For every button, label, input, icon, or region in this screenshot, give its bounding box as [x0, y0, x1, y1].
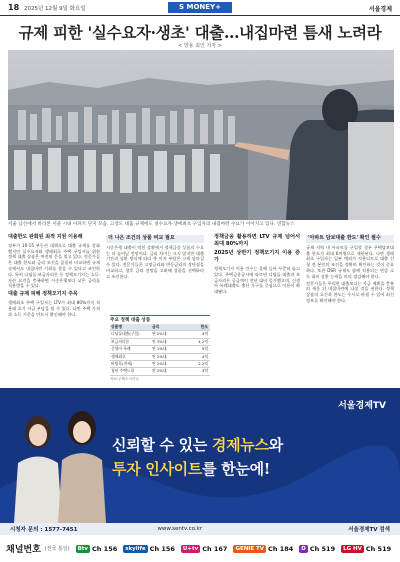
- table-cell: 신생아 특례: [111, 346, 131, 352]
- table-header-cell: 금리: [152, 324, 160, 329]
- table-cell: 디딤돌대출(구입): [111, 331, 140, 337]
- table-row: [110, 339, 210, 346]
- table-cell: 버팀목(전세): [111, 361, 133, 367]
- table-cell: 4.2억: [198, 338, 208, 344]
- table-cell: 연 2%대: [152, 361, 167, 367]
- newspaper-name: 서울경제: [368, 6, 392, 13]
- ad-website: www.sentv.co.kr: [157, 526, 203, 532]
- column-3-text: 정책모기지 이용 건수는 올해 들어 꾸준히 늘고 있다. 주택금융공사에 따르면 디딤돌 대출과 보금자리론 공급액이 전년 대비 증가했으며, 신생아 특례대출도 출산 가구를 중심으로 이용이 확대됐다.: [214, 266, 300, 295]
- table-header: [110, 324, 210, 331]
- column-3-headline-2: 2025년 상반기 정책모기지 이용 증가: [214, 250, 300, 263]
- column-2-subhead: 더 나은 조건의 상품 비교 필요: [106, 235, 204, 243]
- column-1-subhead: 대출한도 완화된 최적 지원 이용해: [8, 234, 83, 240]
- ad-brand-logo: 서울경제TV: [338, 401, 386, 411]
- ad-channel-strip: [0, 535, 400, 562]
- channel-number: Ch 156: [92, 544, 118, 553]
- table-cell: 4억: [201, 353, 208, 359]
- ad-tagline-2a: 투자 인사이트: [112, 460, 203, 478]
- table-row: [110, 368, 210, 375]
- channel-number: Ch 167: [202, 544, 228, 553]
- table-row: [110, 346, 210, 353]
- photo-caption: 서울 남산에서 바라본 서울 시내 아파트 단지 모습. 고강도 대출 규제에도 실수요자·생애최초 구입자의 내집마련 수요가 이어지고 있다. 연합뉴스: [8, 222, 295, 227]
- table-cell: 연 2%대: [152, 353, 167, 359]
- genie-logo-icon: GENIE TV: [235, 545, 265, 552]
- uplus-logo-icon: U+tv: [182, 545, 199, 552]
- channel-number: Ch 184: [268, 544, 294, 553]
- channel-label: 채널번호: [6, 545, 41, 555]
- city-skyline-image: [8, 50, 394, 220]
- channel-number: Ch 519: [309, 544, 336, 553]
- table-cell: 4억: [201, 331, 208, 337]
- column-1-text: 정부가 10·15 부동산 대책으로 대출 규제를 강화했지만 실수요자와 생애최초 주택 구입자를 위한 정책 대출 상품은 여전히 문을 열고 있다. 전문가들은 대출 한도와 금리 조건을 꼼꼼히 비교하면 규제 속에서도 내집마련 기회를 찾을 수 있다고 조언한다. 특히 디딤돌·보금자리론 등 정책모기지는 소득·자산 요건을 충족하면 시중은행보다 낮은 금리를 적용받을 수 있다.: [8, 242, 100, 289]
- table-cell: 생애최초: [111, 353, 126, 359]
- ad-contact-strip: [0, 523, 400, 535]
- table-cell: 연 3%대: [152, 338, 167, 344]
- column-4-text-2: 전문가들은 무리한 대출보다는 자금 계획을 충분히 세운 뒤 내집마련에 나설 것을 권한다. 정책 상품의 요건과 한도는 수시로 바뀔 수 있어 최신 정보를 확인해야 한다.: [306, 280, 394, 303]
- tv-advertisement: [0, 388, 400, 562]
- table-cell: 3억: [201, 368, 208, 374]
- article-byline: < 방용 최인 기자 >: [178, 43, 222, 49]
- issue-date: 2025년 12월 9일 화요일: [24, 6, 86, 12]
- ad-tagline-2b: 를 한눈에!: [202, 460, 271, 478]
- article-column-4: [306, 232, 394, 305]
- article-photo: [8, 50, 394, 220]
- ad-tagline-2: [112, 458, 270, 479]
- channel-number: Ch 519: [365, 544, 392, 553]
- table-header-cell: 한도: [200, 324, 208, 329]
- ad-tagline-1c: 와: [268, 436, 283, 454]
- column-2-text: 시중은행 대출이 막힌 상황에서 정책금융 상품의 수요는 더 늘어날 전망이다. 금리 차이는 크지 않지만 대출 기간과 상환 방식에 따라 총 이자 부담은 크게 달라질 수 있다. 전문가들은 고정금리와 변동금리의 장단점을 비교하고, 향후 금리 전망을 고려해 상품을 선택하라고 조언한다.: [106, 244, 204, 279]
- table-header-cell: 상품명: [111, 324, 123, 329]
- channel-sublabel: (전국 통일): [44, 546, 70, 552]
- channel-d: [299, 545, 335, 553]
- article-column-1: [8, 232, 100, 318]
- table-source: 자료:주택도시기금: [110, 376, 139, 381]
- table-cell: 연 2%대: [152, 331, 167, 337]
- article-column-3: [214, 232, 300, 296]
- table-title: 주요 정책 대출 상품: [110, 318, 151, 323]
- skylife-logo-icon: skylife: [125, 545, 146, 552]
- column-3-headline: 정책금융 활용하면 LTV 규제 넘어서 최대 80%까지: [214, 234, 300, 247]
- column-1-subhead-2: 대출 규제 피해 정책모기지 주목: [8, 291, 78, 298]
- ad-search-hint: 서울경제TV 검색: [348, 527, 390, 533]
- ad-tagline-1b: 경제뉴스: [211, 436, 269, 454]
- page-number: 18: [8, 3, 20, 12]
- table-cell: 5억: [201, 346, 208, 352]
- table-row: [110, 354, 210, 361]
- ad-tagline-1a: 신뢰할 수 있는: [112, 436, 212, 454]
- column-4-text: 규제 지역 내 아파트를 구입할 경우 주택담보대출 한도가 최대 6억원으로 제한된다. 다만 생애최초 구입자는 일부 예외가 적용되므로 대출 신청 전 본인의 조건을 정확히 확인하는 것이 중요하다. 또한 DSR 규제도 함께 적용되는 만큼 소득 대비 상환 능력을 미리 점검해야 한다.: [306, 244, 394, 279]
- table-cell: 2.2억: [198, 361, 208, 367]
- page-header: [0, 0, 400, 16]
- table-row: [110, 361, 210, 368]
- table-row: [110, 331, 210, 338]
- channel-genie: [233, 545, 293, 553]
- table-cell: 연 1%대: [152, 346, 167, 352]
- column-4-subhead: '아파트 담보대출 한도' 확인 필수: [306, 235, 394, 243]
- column-1-text-2: 생애최초 주택 구입자는 LTV가 최대 80%까지 적용돼 초기 자금 부담을 덜 수 있다. 다만 주택 가격과 소득 기준을 반드시 확인해야 한다.: [8, 299, 100, 317]
- ad-phone: 시청자 문의 : 1577-7451: [10, 527, 78, 533]
- table-cell: 보금자리론: [111, 338, 130, 344]
- ad-tagline-1: [112, 434, 283, 455]
- section-badge: S MONEY+: [168, 2, 232, 13]
- table-cell: 청년 주택드림: [111, 368, 135, 374]
- channel-lghv: [341, 545, 391, 553]
- channel-skylife: [123, 545, 175, 553]
- d-logo-icon: D: [301, 545, 306, 552]
- lghv-logo-icon: LG HV: [343, 545, 362, 552]
- channel-btv: [76, 545, 118, 553]
- table-cell: 연 2%대: [152, 368, 167, 374]
- loan-products-table: [110, 315, 210, 382]
- btv-logo-icon: Btv: [77, 545, 89, 552]
- channel-uplus: [181, 545, 228, 553]
- article-headline: 규제 피한 '실수요자·생초' 대출…내집마련 틈새 노려라: [18, 23, 382, 42]
- article-column-2: [106, 232, 204, 281]
- channel-number: Ch 156: [149, 544, 175, 553]
